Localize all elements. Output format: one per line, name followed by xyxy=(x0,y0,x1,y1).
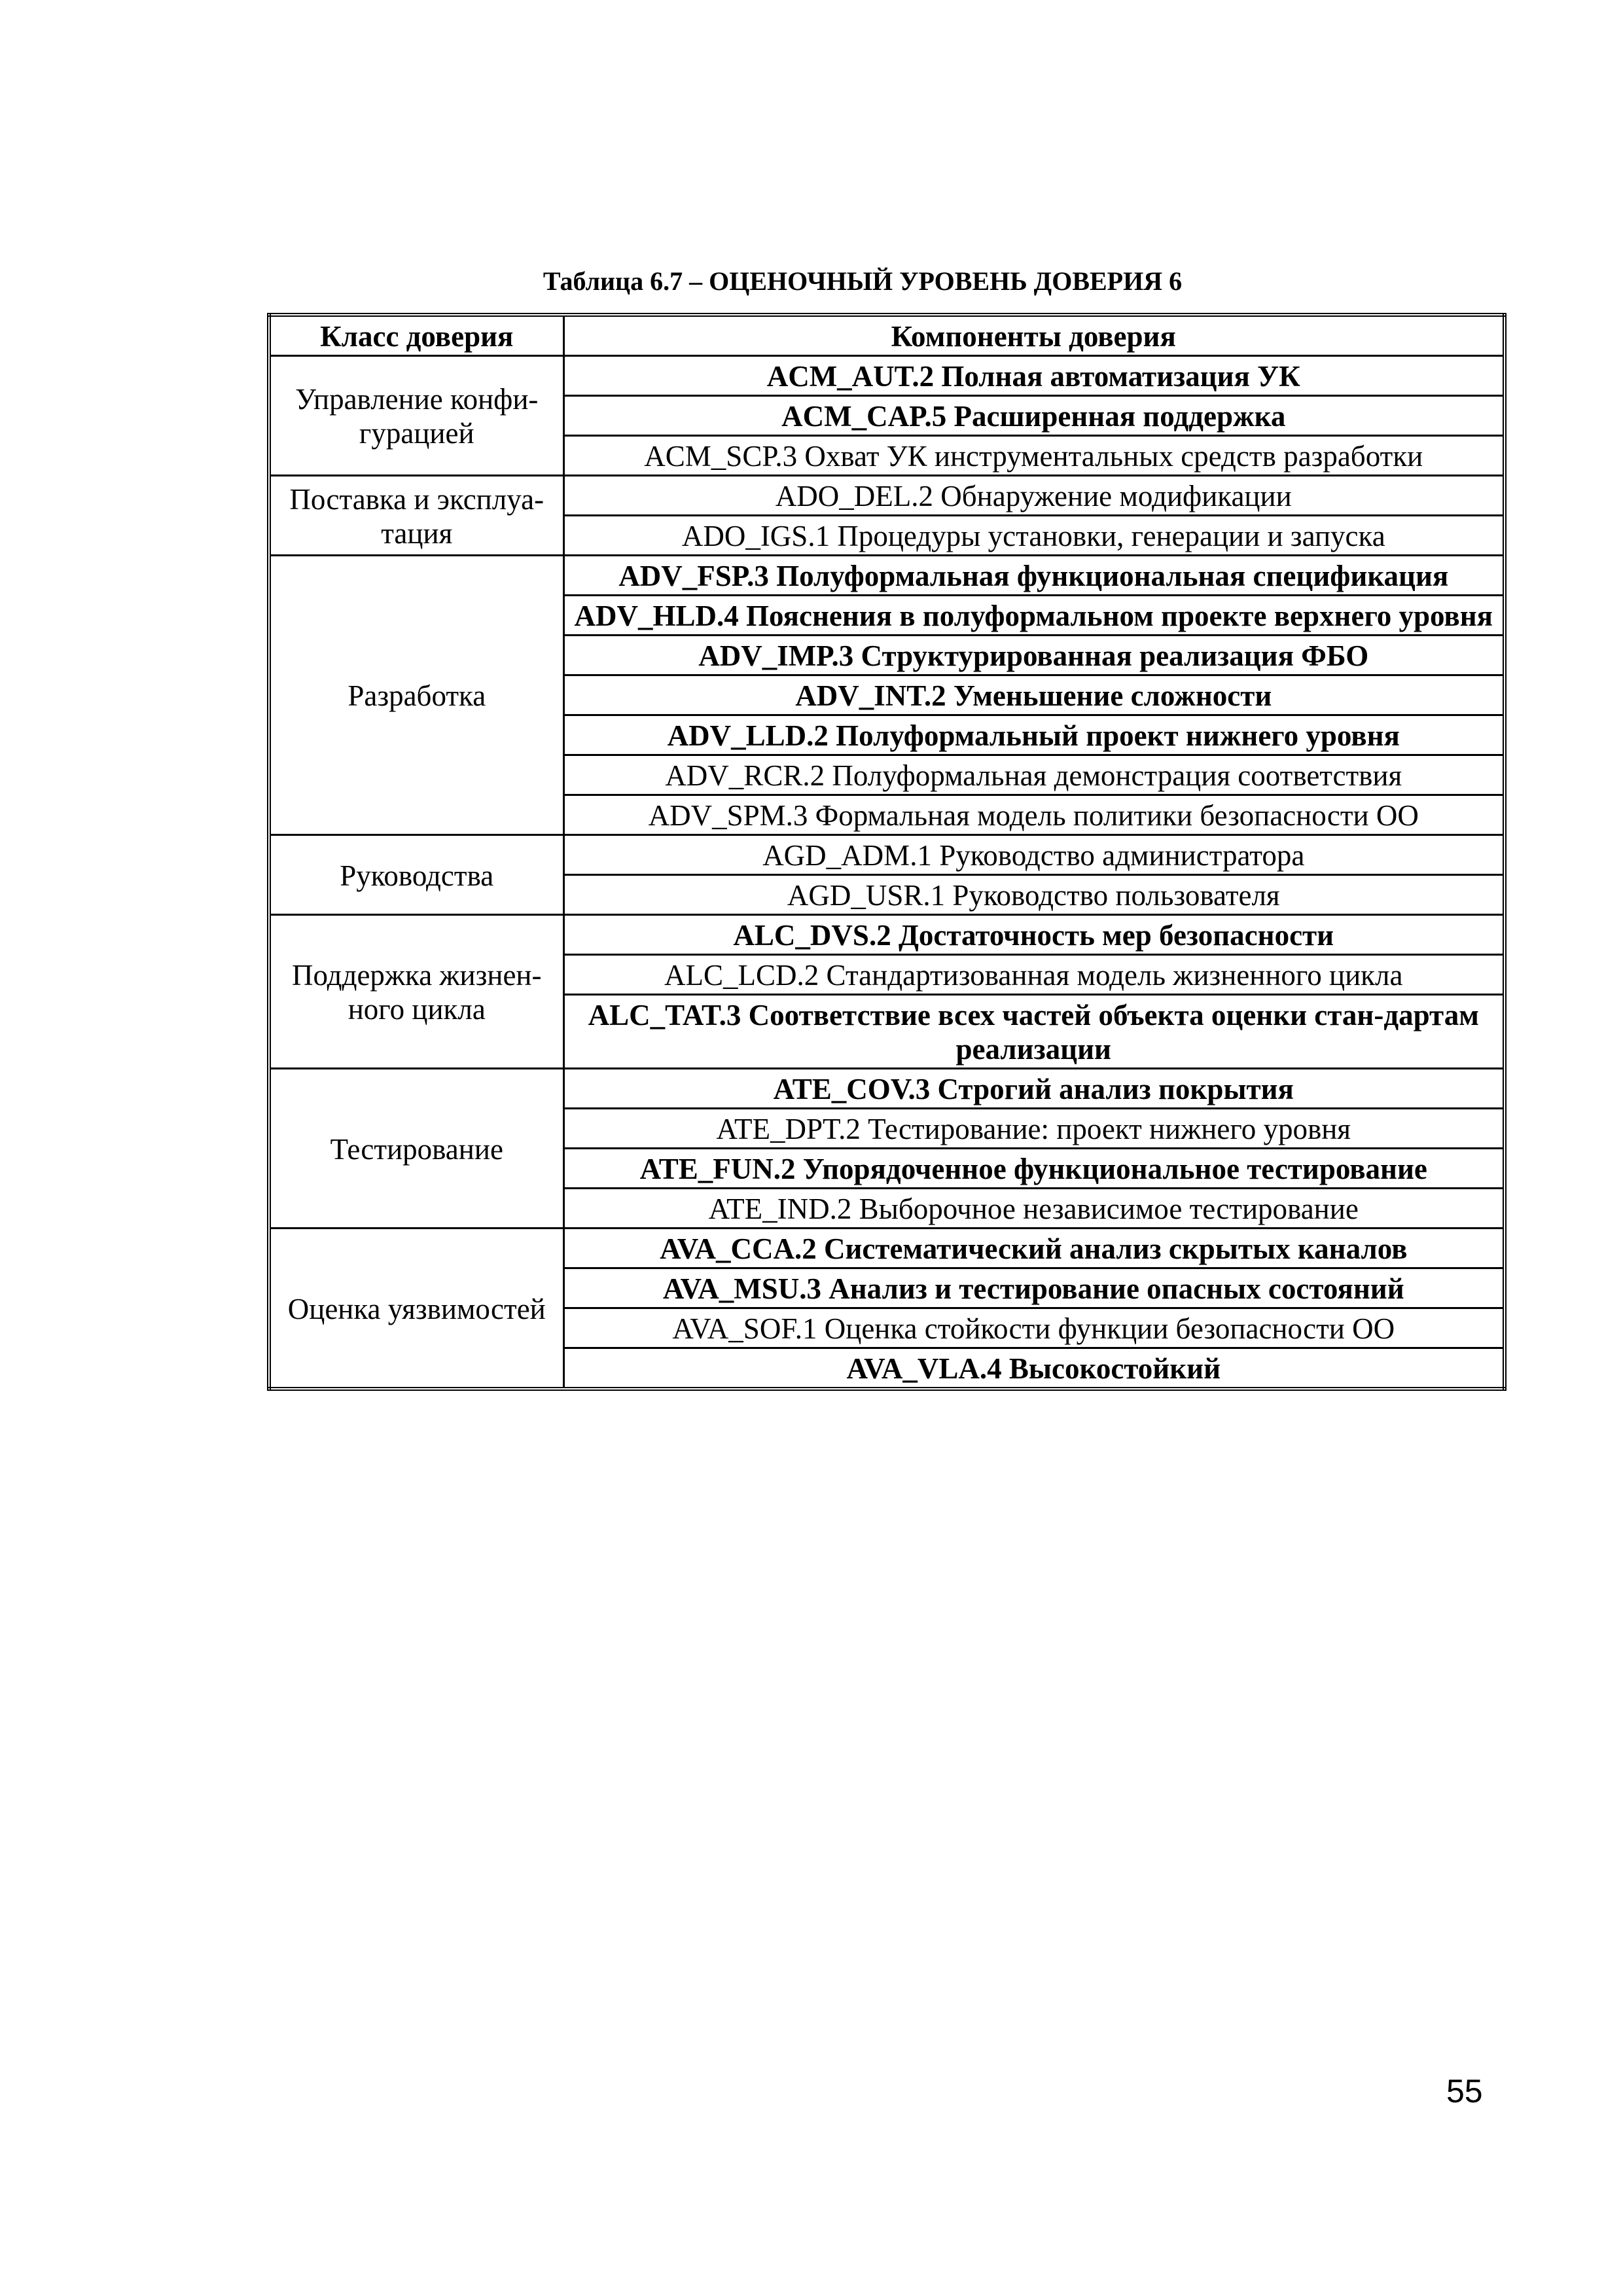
class-cell: Поставка и эксплуа-тация xyxy=(269,476,563,556)
component-cell: ADV_FSP.3 Полуформальная функциональная спецификация xyxy=(563,556,1505,596)
component-cell: AVA_CCA.2 Систематический анализ скрытых каналов xyxy=(563,1229,1505,1268)
component-cell: ADV_LLD.2 Полуформальный проект нижнего уровня xyxy=(563,715,1505,755)
component-cell: ALC_LCD.2 Стандартизованная модель жизненного цикла xyxy=(563,955,1505,995)
component-cell: ADO_DEL.2 Обнаружение модификации xyxy=(563,476,1505,516)
component-cell: ADV_IMP.3 Структурированная реализация ФБО xyxy=(563,636,1505,675)
table-row xyxy=(269,915,1505,955)
component-cell: ADV_RCR.2 Полуформальная демонстрация соответствия xyxy=(563,755,1505,795)
component-cell: AVA_SOF.1 Оценка стойкости функции безопасности ОО xyxy=(563,1308,1505,1348)
table-row xyxy=(269,476,1505,516)
assurance-level-table xyxy=(267,313,1507,1391)
component-cell: AVA_MSU.3 Анализ и тестирование опасных состояний xyxy=(563,1268,1505,1308)
component-cell: ATE_IND.2 Выборочное независимое тестирование xyxy=(563,1189,1505,1229)
table-row xyxy=(269,1069,1505,1109)
table-row xyxy=(269,1229,1505,1268)
table-body xyxy=(269,356,1505,1390)
component-cell: ADV_INT.2 Уменьшение сложности xyxy=(563,675,1505,715)
class-cell: Разработка xyxy=(269,556,563,835)
component-cell: ACM_SCP.3 Охват УК инструментальных средств разработки xyxy=(563,436,1505,476)
component-cell: ADV_HLD.4 Пояснения в полуформальном проекте верхнего уровня xyxy=(563,596,1505,636)
table-row xyxy=(269,356,1505,396)
table-caption: Таблица 6.7 – ОЦЕНОЧНЫЙ УРОВЕНЬ ДОВЕРИЯ 6 xyxy=(543,266,1183,296)
component-cell: ADV_SPM.3 Формальная модель политики безопасности ОО xyxy=(563,795,1505,835)
component-cell: ATE_COV.3 Строгий анализ покрытия xyxy=(563,1069,1505,1109)
component-cell: ADO_IGS.1 Процедуры установки, генерации и запуска xyxy=(563,516,1505,556)
component-cell: ATE_DPT.2 Тестирование: проект нижнего уровня xyxy=(563,1109,1505,1149)
component-cell: ALC_TAT.3 Соответствие всех частей объекта оценки стан-дартам реализации xyxy=(563,995,1505,1069)
component-cell: ATE_FUN.2 Упорядоченное функциональное тестирование xyxy=(563,1149,1505,1189)
table-row xyxy=(269,835,1505,875)
header-components: Компоненты доверия xyxy=(563,315,1505,356)
component-cell: AGD_USR.1 Руководство пользователя xyxy=(563,875,1505,915)
component-cell: AGD_ADM.1 Руководство администратора xyxy=(563,835,1505,875)
class-cell: Руководства xyxy=(269,835,563,915)
component-cell: ALC_DVS.2 Достаточность мер безопасности xyxy=(563,915,1505,955)
class-cell: Поддержка жизнен-ного цикла xyxy=(269,915,563,1069)
assurance-table-container xyxy=(267,313,1503,1391)
class-cell: Тестирование xyxy=(269,1069,563,1229)
header-class: Класс доверия xyxy=(269,315,563,356)
page-number: 55 xyxy=(1446,2073,1483,2109)
table-row xyxy=(269,556,1505,596)
component-cell: ACM_CAP.5 Расширенная поддержка xyxy=(563,396,1505,436)
component-cell: AVA_VLA.4 Высокостойкий xyxy=(563,1348,1505,1390)
class-cell: Управление конфи-гурацией xyxy=(269,356,563,476)
component-cell: ACM_AUT.2 Полная автоматизация УК xyxy=(563,356,1505,396)
table-header-row xyxy=(269,315,1505,356)
class-cell: Оценка уязвимостей xyxy=(269,1229,563,1390)
